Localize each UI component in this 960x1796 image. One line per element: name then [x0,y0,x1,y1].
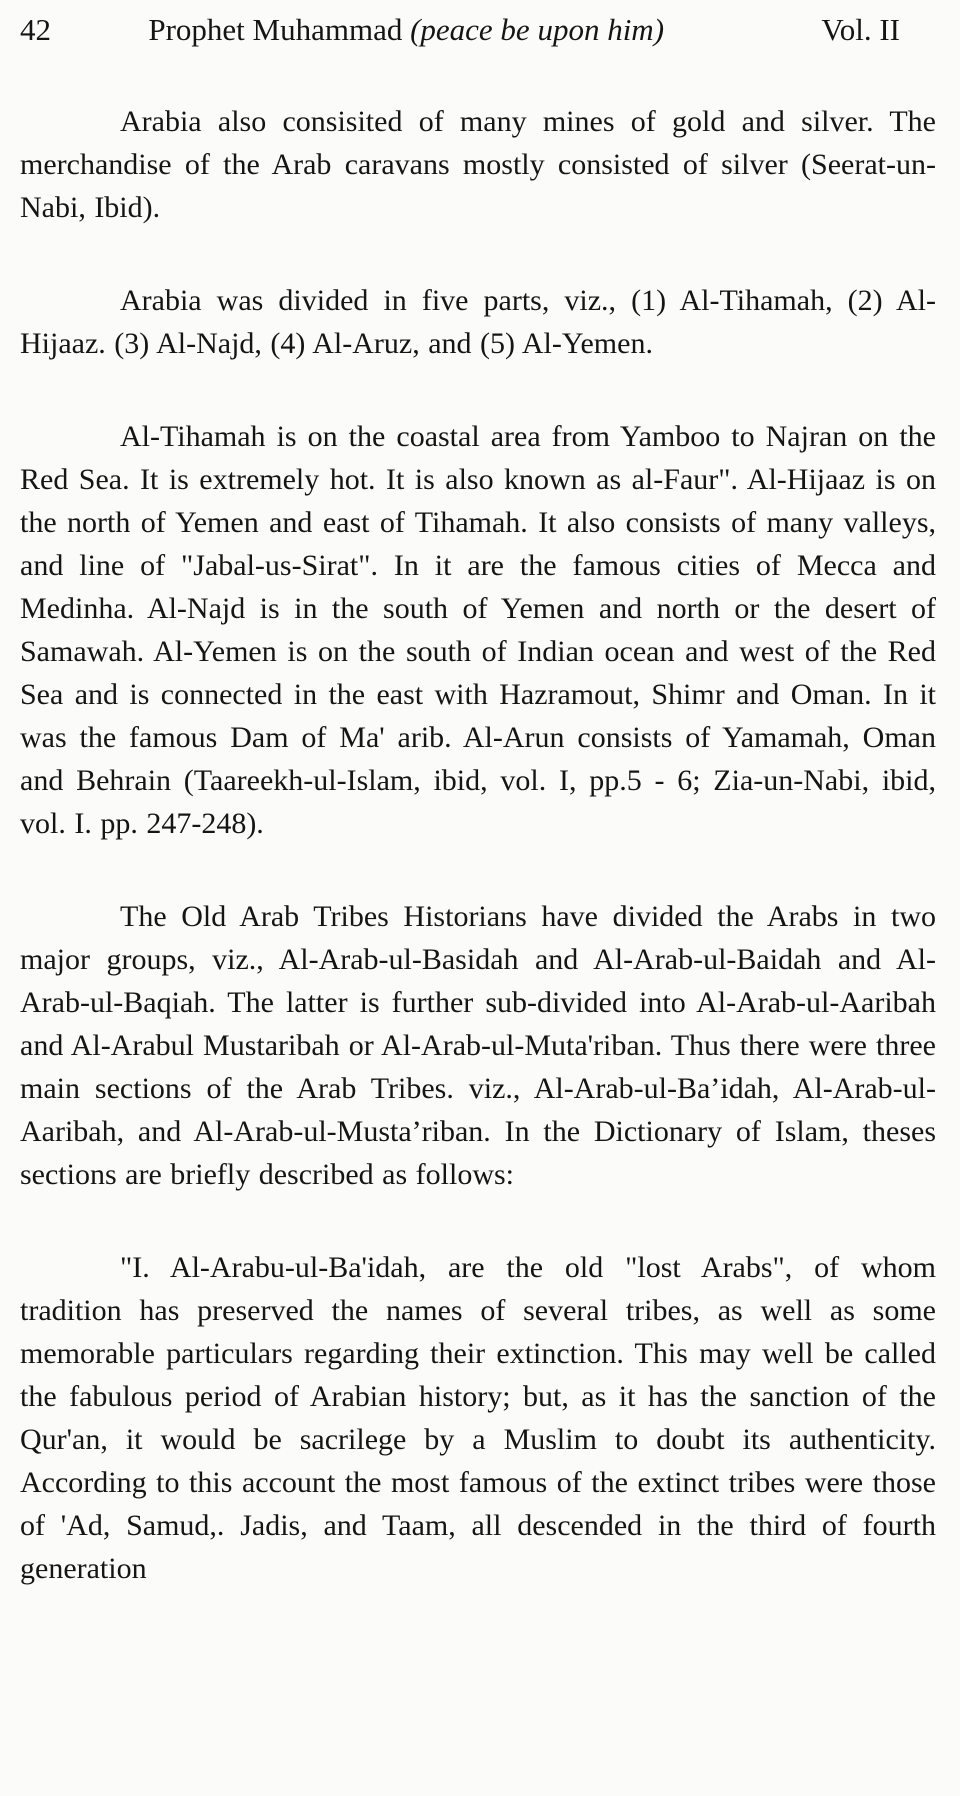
running-title [0,12,821,48]
page-header [20,12,936,48]
page-body [20,100,936,1590]
page-number: 42 [20,12,51,47]
running-title-text: Prophet Muhammad [148,12,411,47]
paragraph-lost-arabs: "I. Al-Arabu-ul-Ba'idah, are the old "lost Arabs", of whom tradition has preserved the names of several tribes, as well as some memorable particulars regarding their extinction. This may well be called the fabulous period of Arabian history; but, as it has the sanction of the Qur'an, it would be sacrilege by a Muslim to doubt its authenticity. According to this account the most famous of the extinct tribes were those of 'Ad, Samud,. Jadis, and Taam, all descended in the third of fourth generation [20,1251,936,1585]
paragraph-mines-of-gold: Arabia also consisited of many mines of gold and silver. The merchandise of the Arab caravans mostly consisted of silver (Seerat-un-Nabi, Ibid). [20,105,936,224]
paragraph-arab-tribes-groups: The Old Arab Tribes Historians have divided the Arabs in two major groups, viz., Al-Arab-ul-Basidah and Al-Arab-ul-Baidah and Al-Arab-ul-Baqiah. The latter is further sub-divided into Al-Arab-ul-Aaribah and Al-Arabul Mustaribah or Al-Arab-ul-Muta'riban. Thus there were three main sections of the Arab Tribes. viz., Al-Arab-ul-Ba’idah, Al-Arab-ul-Aaribah, and Al-Arab-ul-Musta’riban. In the Dictionary of Islam, theses sections are briefly described as follows: [20,900,936,1191]
volume-label: Vol. II [821,12,900,47]
paragraph-five-parts: Arabia was divided in five parts, viz., (1) Al-Tihamah, (2) Al-Hijaaz. (3) Al-Najd, (4) Al-Aruz, and (5) Al-Yemen. [20,284,936,360]
paragraph-regions-description: Al-Tihamah is on the coastal area from Yamboo to Najran on the Red Sea. It is extremely hot. It is also known as al-Faur". Al-Hijaaz is on the north of Yemen and east of Tihamah. It also consists of many valleys, and line of "Jabal-us-Sirat". In it are the famous cities of Mecca and Medinha. Al-Najd is in the south of Yemen and north or the desert of Samawah. Al-Yemen is on the south of Indian ocean and west of the Red Sea and is connected in the east with Hazramout, Shimr and Oman. In it was the famous Dam of Ma' arib. Al-Arun consists of Yamamah, Oman and Behrain (Taareekh-ul-Islam, ibid, vol. I, pp.5 - 6; Zia-un-Nabi, ibid, vol. I. pp. 247-248). [20,420,936,840]
running-title-parenthetical: (peace be upon him) [410,12,665,47]
